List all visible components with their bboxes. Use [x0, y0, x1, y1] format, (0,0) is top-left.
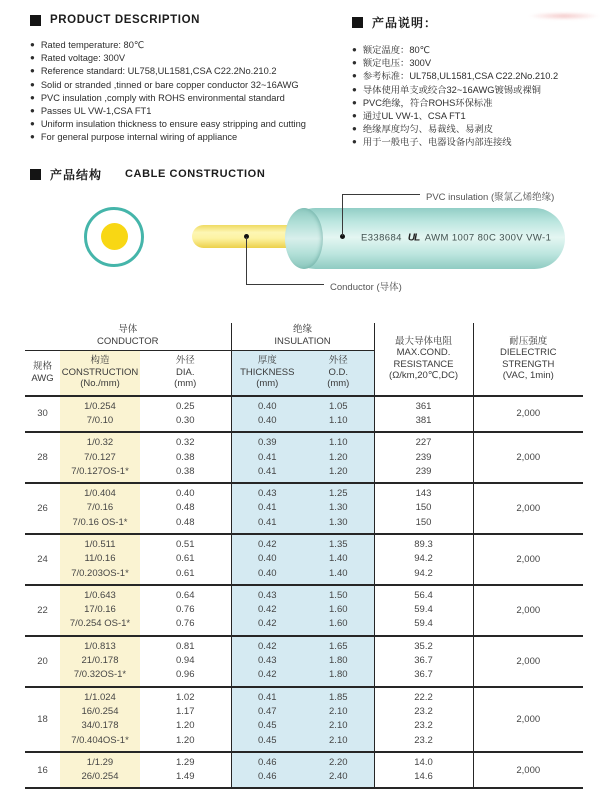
thickness-cell: 0.43 0.41 0.41: [231, 483, 303, 534]
dia-cell: 0.40 0.48 0.48: [140, 483, 231, 534]
dia-cell: 0.51 0.61 0.61: [140, 534, 231, 585]
bullet-icon: ●: [30, 53, 35, 63]
table-row-awg-28: [25, 432, 583, 483]
thickness-cell: 0.42 0.43 0.42: [231, 636, 303, 687]
dia-cell: 0.25 0.30: [140, 396, 231, 433]
conductor-label: Conductor (导体): [330, 281, 402, 293]
dia-cell: 0.32 0.38 0.38: [140, 432, 231, 483]
resistance-cell: 35.2 36.7 36.7: [374, 636, 473, 687]
od-cell: 1.05 1.10: [303, 396, 374, 433]
thickness-cell: 0.42 0.40 0.40: [231, 534, 303, 585]
bullet-icon: ●: [352, 137, 357, 147]
list-item: ● 额定温度：80℃: [352, 45, 431, 55]
table-row-awg-20: [25, 636, 583, 687]
list-item: ● 额定电压：300V: [352, 58, 432, 69]
table-row-awg-18: [25, 687, 583, 752]
bullet-list-en: [30, 39, 346, 145]
construction-cell: 1/0.404 7/0.16 7/0.16 OS-1*: [60, 483, 140, 534]
list-item: ● 通过UL VW-1、CSA FT1: [352, 111, 466, 122]
dia-header: 外径 DIA. (mm): [140, 350, 231, 396]
top-section: [0, 14, 603, 150]
cable-marking: E338684 UL AWM 1007 80C 300V VW-1: [361, 232, 552, 244]
list-item: ● Solid or stranded ,tinned or bare copper conductor 32~16AWG: [30, 79, 299, 90]
list-item: ● Passes UL VW-1,CSA FT1: [30, 106, 152, 117]
dielectric-header: 耐压强度 DIELECTRIC STRENGTH (VAC, 1min): [473, 323, 583, 396]
construction-cell: 1/0.32 7/0.127 7/0.127OS-1*: [60, 432, 140, 483]
spec-table-body: [25, 396, 583, 789]
od-cell: 1.85 2.10 2.10 2.10: [303, 687, 374, 752]
list-item: ● Uniform insulation thickness to ensure easy stripping and cutting: [30, 119, 306, 130]
table-row-awg-22: [25, 585, 583, 636]
table-row-awg-16: [25, 752, 583, 789]
leader-line: [246, 284, 324, 285]
list-item: ● 绝缘厚度均匀、易裁线、易剥皮: [352, 124, 494, 135]
construction-cell: 1/0.643 17/0.16 7/0.254 OS-1*: [60, 585, 140, 636]
thickness-cell: 0.43 0.42 0.42: [231, 585, 303, 636]
resistance-cell: 56.4 59.4 59.4: [374, 585, 473, 636]
cable-construction-title: [30, 166, 603, 183]
dielectric-cell: 2,000: [473, 432, 583, 483]
section-title-text: PRODUCT DESCRIPTION: [50, 14, 201, 26]
leader-line: [342, 194, 420, 195]
list-item: ● PVC insulation ,comply with ROHS environmental standard: [30, 92, 285, 103]
title-cn: 产品结构: [50, 167, 103, 182]
construction-cell: 1/1.29 26/0.254: [60, 752, 140, 789]
bullet-icon: ●: [30, 106, 35, 116]
list-item: ● PVC绝缘，符合ROHS环保标准: [352, 97, 493, 108]
cable-cross-section: [84, 207, 144, 267]
od-cell: 1.50 1.60 1.60: [303, 585, 374, 636]
awg-cell: 24: [25, 534, 60, 585]
bullet-icon: ●: [30, 132, 35, 142]
thickness-header: 厚度 THICKNESS (mm): [231, 350, 303, 396]
resistance-cell: 227 239 239: [374, 432, 473, 483]
od-cell: 1.25 1.30 1.30: [303, 483, 374, 534]
dia-cell: 1.02 1.17 1.20 1.20: [140, 687, 231, 752]
construction-cell: 1/1.024 16/0.254 34/0.178 7/0.404OS-1*: [60, 687, 140, 752]
bullet-icon: ●: [352, 45, 357, 54]
insulation-cylinder: [285, 208, 565, 269]
bullet-icon: ●: [30, 92, 35, 102]
od-header: 外径 O.D. (mm): [303, 350, 374, 396]
awg-cell: 26: [25, 483, 60, 534]
awg-cell: 18: [25, 687, 60, 752]
bullet-icon: ●: [352, 71, 357, 81]
construction-cell: 1/0.813 21/0.178 7/0.32OS-1*: [60, 636, 140, 687]
spec-table-header: [25, 323, 583, 396]
dielectric-cell: 2,000: [473, 396, 583, 433]
section-title-text: 产品说明：: [372, 16, 438, 30]
leader-line: [342, 194, 343, 236]
product-description-title: [30, 14, 346, 26]
awg-cell: 16: [25, 752, 60, 789]
od-cell: 1.65 1.80 1.80: [303, 636, 374, 687]
dia-cell: 1.29 1.49: [140, 752, 231, 789]
cable-construction-diagram: [0, 191, 603, 309]
ul-mark-icon: UL: [407, 232, 420, 244]
insulation-endcap: [285, 208, 323, 269]
list-item: ● Rated temperature: 80℃: [30, 40, 145, 50]
dielectric-cell: 2,000: [473, 585, 583, 636]
section-square-icon: [30, 15, 41, 26]
awg-header: 规格 AWG: [25, 350, 60, 396]
resistance-header: 最大导体电阻 MAX.COND. RESISTANCE (Ω/km,20℃,DC): [374, 323, 473, 396]
conductor-core: [101, 223, 128, 250]
awg-cell: 28: [25, 432, 60, 483]
title-en: CABLE CONSTRUCTION: [125, 168, 266, 181]
thickness-cell: 0.39 0.41 0.41: [231, 432, 303, 483]
table-row-awg-30: [25, 396, 583, 433]
resistance-cell: 14.0 14.6: [374, 752, 473, 789]
od-cell: 1.35 1.40 1.40: [303, 534, 374, 585]
table-row-awg-24: [25, 534, 583, 585]
dia-cell: 0.81 0.94 0.96: [140, 636, 231, 687]
bullet-icon: ●: [30, 79, 35, 89]
list-item: ● 参考标准：UL758,UL1581,CSA C22.2No.210.2: [352, 71, 559, 82]
bullet-icon: ●: [352, 111, 357, 121]
thickness-cell: 0.40 0.40: [231, 396, 303, 433]
dielectric-cell: 2,000: [473, 483, 583, 534]
construction-header: 构造 CONSTRUCTION (No./mm): [60, 350, 140, 396]
resistance-cell: 361 381: [374, 396, 473, 433]
bullet-icon: ●: [30, 119, 35, 129]
thickness-cell: 0.41 0.47 0.45 0.45: [231, 687, 303, 752]
bullet-list-cn: [352, 44, 596, 150]
bullet-icon: ●: [352, 58, 357, 68]
resistance-cell: 22.2 23.2 23.2 23.2: [374, 687, 473, 752]
section-square-icon: [352, 17, 363, 28]
dielectric-cell: 2,000: [473, 687, 583, 752]
awg-cell: 30: [25, 396, 60, 433]
spec-table: [25, 323, 583, 789]
list-item: ● Reference standard: UL758,UL1581,CSA C22.2No.210.2: [30, 66, 277, 77]
list-item: ● Rated voltage: 300V: [30, 53, 126, 64]
section-square-icon: [30, 169, 41, 180]
conductor-group-header: 导体 CONDUCTOR: [25, 323, 231, 351]
list-item: ● 导体使用单支或绞合32~16AWG镀锡或裸铜: [352, 84, 541, 95]
list-item: ● 用于一般电子、电器设备内部连接线: [352, 137, 512, 148]
awg-cell: 22: [25, 585, 60, 636]
table-row-awg-26: [25, 483, 583, 534]
bullet-icon: ●: [352, 97, 357, 107]
od-cell: 1.10 1.20 1.20: [303, 432, 374, 483]
product-description-en: [30, 14, 346, 150]
bullet-icon: ●: [30, 66, 35, 76]
dia-cell: 0.64 0.76 0.76: [140, 585, 231, 636]
construction-cell: 1/0.254 7/0.10: [60, 396, 140, 433]
dielectric-cell: 2,000: [473, 752, 583, 789]
dielectric-cell: 2,000: [473, 534, 583, 585]
resistance-cell: 143 150 150: [374, 483, 473, 534]
list-item: ● For general purpose internal wiring of appliance: [30, 132, 238, 143]
od-cell: 2.20 2.40: [303, 752, 374, 789]
product-description-cn: [352, 14, 596, 150]
resistance-cell: 89.3 94.2 94.2: [374, 534, 473, 585]
insulation-label: PVC insulation (聚氯乙烯绝缘): [426, 191, 555, 203]
insulation-group-header: 绝缘 INSULATION: [231, 323, 374, 351]
awg-cell: 20: [25, 636, 60, 687]
construction-cell: 1/0.511 11/0.16 7/0.203OS-1*: [60, 534, 140, 585]
scan-artifact: [528, 12, 600, 20]
leader-line: [246, 237, 247, 284]
bullet-icon: ●: [30, 40, 35, 49]
dielectric-cell: 2,000: [473, 636, 583, 687]
bullet-icon: ●: [352, 124, 357, 134]
thickness-cell: 0.46 0.46: [231, 752, 303, 789]
bullet-icon: ●: [352, 84, 357, 94]
